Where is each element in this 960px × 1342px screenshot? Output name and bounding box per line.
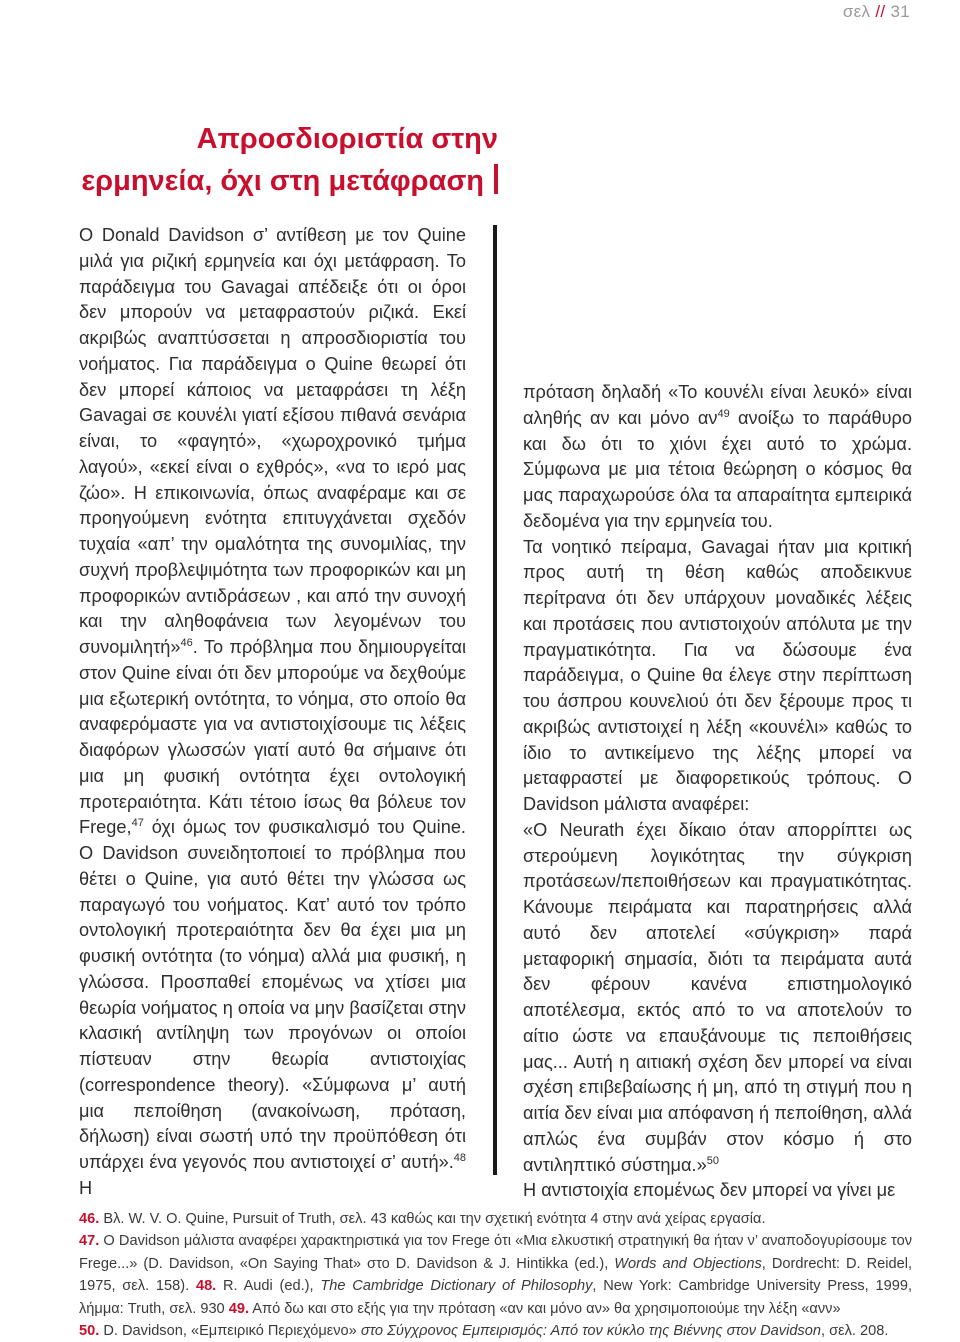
footnote-49-number: 49. [228, 1300, 250, 1317]
footnote-46 [79, 1208, 912, 1230]
left-text-3: όχι όμως τον φυσικαλισμό του Quine. Ο Davidson συνειδητοποιεί το πρόβλημα που θέτει ο Quine, για αυτό θέτει την γλώσσα ως παραγωγό του νοήματος. Κατ’ αυτό τον τρόπο οντολογική προτεραιότητα δεν θα έχει μια μη φυσική οντότητα (το νόημα) αλλά μια φυσική, η γλώσσα. Προσπαθεί επομένως να χτίσει μια θεωρία νοήματος η οποία να μην βασίζεται στην κλασική αντίληψη των προγόνων οι οποίοι πίστευαν στην θεωρία αντιστοιχίας (correspondence theory). «Σύμφωνα μ’ αυτή μια πεποίθηση (ανακοίνωση, πρόταση, δήλωση) είναι σωστή υπό την προϋπόθεση ότι υπάρχει ένα γεγονός που αντιστοιχεί σ’ αυτή». [79, 817, 466, 1172]
footnote-48-number: 48. [195, 1278, 217, 1295]
footnote-ref-47: 47 [131, 817, 144, 830]
right-paragraph-4: Η αντιστοιχία επομένως δεν μπορεί να γίνει με [523, 1180, 896, 1201]
left-text-1: Ο Donald Davidson σ’ αντίθεση με τον Quine μιλά για ριζική ερμηνεία και όχι μετάφραση. Το παράδειγμα του Gavagai απέδειξε ότι οι όροι δεν μπορούν να μεταφραστούν ριζικά. Εκεί ακριβώς αναπτύσσεται η απροσδιοριστία του νοήματος. Για παράδειγμα ο Quine θεωρεί ότι δεν μπορεί κάποιος να μεταφράσει τη λέξη Gavagai σε κουνέλι γιατί εξίσου πιθανά σενάρια είναι, το «φαγητό», «χωροχρονικό τμήμα λαγού», «εκεί είναι ο εχθρός», «να το ιερό μας ζώο». Η επικοινωνία, όπως αναφέραμε και σε προηγούμενη ενότητα επιτυγχάνεται σχεδόν τυχαία «απ’ την ομαλότητα της συνομιλίας, την συχνή προβλεψιμότητα των προφορικών και μη προφορικών αντιδράσεων , και από την συνοχή και την αληθοφάνεια των λεγομένων του συνομιλητή» [79, 225, 466, 657]
footnote-50-text-b: , σελ. 208. [820, 1323, 889, 1340]
right-paragraph-2: Τα νοητικό πείραμα, Gavagai ήταν μια κριτική προς αυτή τη θέση καθώς αποδεικνυε περίτρανα ότι δεν υπάρχουν μοναδικές λέξεις και προτάσεις που αντιστοιχούν απόλυτα με την πραγματικότητα. Για να δώσουμε ένα παράδειγμα, ο Quine θα έλεγε στην περίπτωση του άσπρου κουνελιού ότι δεν ξέρουμε προς τι ακριβώς αντιστοιχεί η λέξη «κουνέλι» καθώς το ίδιο το αντικείμενο της λέξης μπορεί να μεταφραστεί με διαφορετικούς τρόπους. Ο Davidson μάλιστα αναφέρει: [523, 536, 912, 814]
page-separator: // [875, 2, 886, 21]
footnotes [79, 1208, 912, 1342]
right-text-1b: ανοίξω το παράθυρο και δω ότι το χιόνι έχει αυτό το χρώμα. Σύμφωνα με μια τέτοια θεώρηση ο κόσμος θα μας παραχωρούσε όλα τα απαραίτητα εμπειρικά δεδομένα για την ερμηνεία του. [523, 407, 912, 531]
footnote-47-text-a: Ο Davidson μάλιστα αναφέρει χαρακτηριστικά για τον Frege ότι «Μια ελκυστική στρατηγική θα ήταν ν’ αναποδογυρίσουμε τον Frege...» (D. Davidson, «On Saying That» στο D. Davidson & J. Hintikka (ed.), [79, 1233, 912, 1272]
footnote-50-text-a: D. Davidson, «Εμπειρικό Περιεχόμενο» [99, 1323, 361, 1340]
section-title-line-2: ερμηνεία, όχι στη μετάφραση [81, 165, 484, 197]
page-number [843, 2, 910, 22]
footnote-48-book-title: The Cambridge Dictionary of Philosophy [320, 1278, 593, 1295]
footnote-50-number: 50. [79, 1323, 100, 1340]
footnote-48-text-a: R. Audi (ed.), [216, 1278, 321, 1295]
right-paragraph-1 [523, 380, 912, 535]
footnote-47-48-49 [79, 1230, 912, 1320]
page-label: σελ [842, 2, 871, 21]
footnote-ref-48: 48 [453, 1151, 466, 1164]
footnote-48-text-b: , New York: Cambridge University Press, 1999, λήμμα: Truth, σελ. 930 [79, 1278, 913, 1317]
footnote-46-text: Βλ. W. V. O. Quine, Pursuit of Truth, σελ. 43 καθώς και την σχετική ενότητα 4 στην ανά χείρας εργασία. [99, 1211, 766, 1227]
footnote-ref-50: 50 [706, 1154, 719, 1167]
footnote-47-number: 47. [79, 1233, 100, 1250]
section-title-line-2-wrap [38, 160, 498, 202]
footnote-47-book-title: Words and Objections [614, 1255, 762, 1272]
footnote-49-text: Από δω και στο εξής για την πρόταση «αν και μόνο αν» θα χρησιμοποιούμε την λέξη «ανν» [249, 1300, 841, 1317]
footnote-47-text-b: , Dordrecht: D. Reidel, 1975, σελ. 158). [79, 1255, 912, 1295]
right-text-1a: πρόταση δηλαδή «Το κουνέλι είναι λευκό» είναι αληθής αν και μόνο αν [523, 382, 912, 428]
left-text-2: . Το πρόβλημα που δημιουργείται στον Quine είναι ότι δεν μπορούμε να δεχθούμε μια εξωτερική οντότητα, το νόημα, στο οποίο θα αναφερόμαστε για να αντιστοιχίσουμε τις λέξεις διαφόρων γλωσσών γιατί αυτό θα σήμαινε ότι μια μη φυσική οντότητα έχει οντολογική προτεραιότητα. Κάτι τέτοιο ίσως θα βόλευε τον Frege, [79, 637, 466, 838]
footnote-46-number: 46. [79, 1211, 100, 1227]
right-column [523, 380, 912, 1204]
quote-paragraph [523, 818, 912, 1179]
left-column [79, 223, 466, 1202]
title-accent-bar [494, 164, 498, 194]
page-number-value: 31 [890, 2, 910, 21]
footnote-ref-46: 46 [180, 636, 193, 649]
section-title [38, 118, 498, 202]
column-divider [493, 225, 497, 1175]
left-paragraph [79, 223, 466, 1202]
left-text-4: Η [79, 1177, 93, 1198]
quote-text: «Ο Neurath έχει δίκαιο όταν απορρίπτει ως στερούμενη λογικότητας την σύγκριση προτάσεων/πεποιθήσεων και πραγματικότητας. Κάνουμε πειράματα και παρατηρήσεις αλλά αυτό δεν αποτελεί «σύγκριση» παρά μεταφορική σημασία, διότι τα πειράματα αυτά δεν φέρουν κανένα επιστημολογικό αποτέλεσμα, εκτός από το να αποτελούν το αίτιο ώστε να επαυξάνουμε τις πεποιθήσεις μας... Αυτή η αιτιακή σχέση δεν μπορεί να είναι σχέση επιβεβαίωσης ή μη, από τη στιγμή που η αιτία δεν είναι μια απόφανση ή πεποίθηση, αλλά απλώς ένα συμβάν στον κόσμο ή στο αντιληπτικό σύστημα.» [523, 819, 912, 1175]
footnote-50-book-title: στο Σύγχρονος Εμπειρισμός: Από τον κύκλο της Βιέννης στον Davidson [360, 1323, 821, 1340]
section-title-line-1: Απροσδιοριστία στην [196, 123, 498, 155]
footnote-ref-49: 49 [717, 407, 730, 420]
